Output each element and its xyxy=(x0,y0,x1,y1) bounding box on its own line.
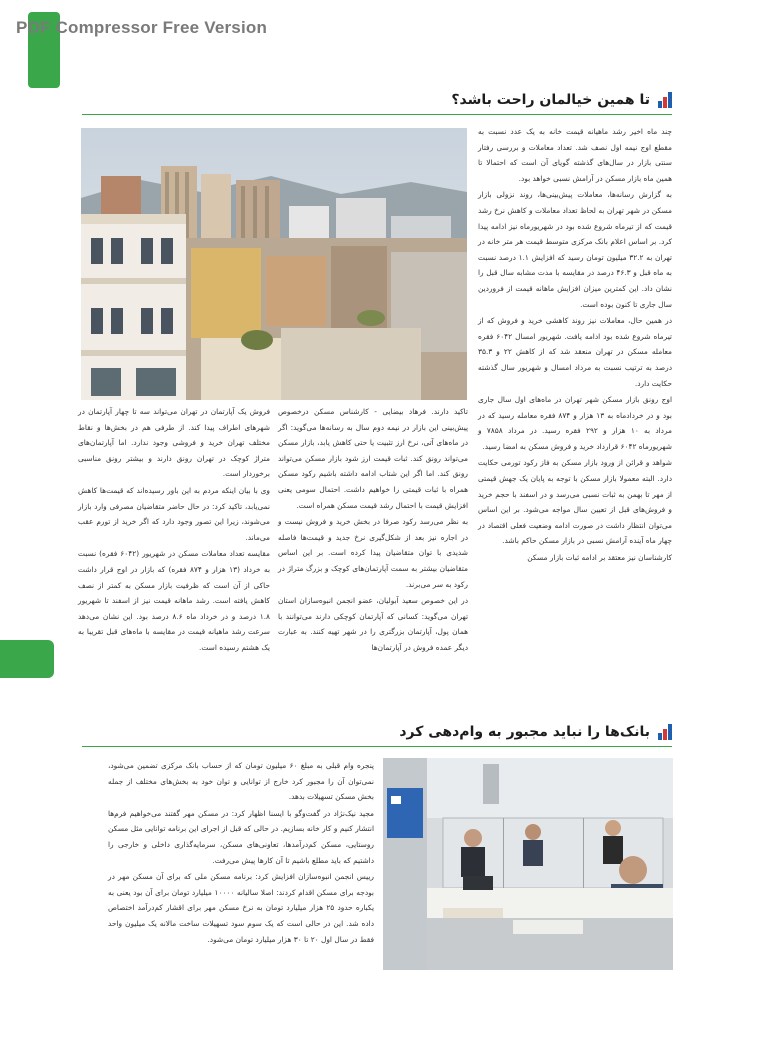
paragraph: تاکید دارند. فرهاد بیضایی - کارشناس مسکن درخصوص پیش‌بینی این بازار در نیمه دوم سال به رسانه‌ها می‌گوید: اگر در ماه‌های آتی، نرخ ارز تثبیت یا حتی کاهش یابد، بازار مسکن می‌تواند رونق کند. ثبات قیمت ارز شود بازار مسکن می‌تواند رونق کند. اما اگر این شتاب ادامه داشته باشیم رکود مسکن همراه با ثبات قیمتی را خواهیم داشت. احتمال سومی یعنی افزایش قیمت با احتمال رشد قیمت مسکن همراه است. xyxy=(278,407,468,510)
bar-chart-icon xyxy=(656,92,672,108)
section-heading-2 xyxy=(399,724,672,740)
paragraph: مقایسه تعداد معاملات مسکن در شهریور (۶۰۴۲ فقره) نسبت به خرداد (۱۳ هزار و ۸۷۴ فقره) که بازار در اوج قرار داشت حاکی از آن است که ظرفیت بازار مسکن به کمتر از نصف کاهش یافته است. رشد ماهانه قیمت نیز از اسفند تا شهریور ۱.۸ درصد و در خرداد ماه ۸.۶ درصد بود. این نشان می‌دهد سرعت رشد ماهیانه قیمت در مقایسه با ماه‌های قبل تقریبا به یک هشتم رسیده است. xyxy=(78,549,271,652)
paragraph: چند ماه اخیر رشد ماهیانه قیمت خانه به یک عدد نسبت به مقطع اوج نیمه اول نصف شد. تعداد معاملات و بررسی رفتار سنتی بازار در سال‌های گذشته گویای آن است که احتمالا تا همین ماه بازار مسکن در آرامش نسبی خواهد بود. xyxy=(478,127,672,183)
paragraph: در این خصوص سعید آبولیان، عضو انجمن انبوه‌سازان استان تهران می‌گوید: کسانی که آپارتمان کوچکی دارند می‌توانند با همان پول، آپارتمان بزرگتری را در شهر تهیه کنند. به عبارت دیگر عمده فروش در آپارتمان‌ها xyxy=(278,596,468,652)
section-heading-1 xyxy=(451,92,672,108)
bar-chart-icon xyxy=(656,724,672,740)
paragraph: شواهد و قرائن از ورود بازار مسکن به فاز رکود تورمی حکایت دارد. البته معمولا بازار مسکن با توجه به پایان یک جهش قیمتی از مهر تا بهمن به ثبات نسبی می‌رسد و در اسفند با حجم خرید و فروش‌های قبل از تعیین سال مواجه می‌شود. بر این اساس می‌توان انتظار داشت در صورت ادامه وضعیت فعلی اقتصاد در چهار ماه آینده آرامش نسبی در بازار مسکن حاکم باشد. xyxy=(478,458,672,546)
paragraph: در همین حال، معاملات نیز روند کاهشی خرید و فروش که از تیرماه شروع شده بود ادامه یافت. شهریور امسال ۶۰۴۲ فقره معامله مسکن در تهران منعقد شد که از کاهش ۲۲ و ۳۵.۳ درصد به ترتیب نسبت به مرداد امسال و شهریور سال گذشته حکایت دارد. xyxy=(478,316,672,388)
bank-photo xyxy=(383,758,673,970)
paragraph: پنجره وام قبلی به مبلغ ۶۰ میلیون تومان که از حساب بانک مرکزی تضمین می‌شود، نمی‌توان آن را مجبور کرد خارج از توانایی و توان خود به بخش‌های مختلف از جمله بخش مسکن تسهیلات بدهد. xyxy=(108,761,374,802)
city-photo xyxy=(81,128,467,400)
paragraph: به گزارش رسانه‌ها، معاملات پیش‌بینی‌ها، روند نزولی بازار مسکن در شهر تهران به لحاظ تعداد معاملات و کاهش نرخ رشد قیمت که از تیرماه شروع شده بود در شهریورماه نیز ادامه پیدا کرد. بر اساس اعلام بانک مرکزی متوسط قیمت هر متر خانه در تهران به ۳۲.۲ میلیون تومان رسید که افزایش ۱.۱ درصد نسبت به ماه قبل و ۴۶.۳ درصد در مقایسه با مدت مشابه سال قبل را نشان داد. این کمترین میزان افزایش ماهانه قیمت از فروردین سال جاری تا کنون بوده است. xyxy=(478,190,672,309)
article-column-left xyxy=(78,404,271,652)
page-number xyxy=(0,640,54,678)
paragraph: به نظر می‌رسد رکود صرفا در بخش خرید و فروش نیست و در اجاره نیز بعد از شکل‌گیری نرخ جدید و قیمت‌ها فاصله شدیدی با توان متقاضیان پیدا کرده است. بر این اساس متقاضیان بیشتر به سمت آپارتمان‌های کوچک و بزرگ متراژ در رکود به سر می‌برند. xyxy=(278,517,468,589)
divider xyxy=(82,114,672,115)
article-column-right xyxy=(478,124,672,642)
paragraph: کارشناسان نیز معتقد بر ادامه ثبات بازار مسکن xyxy=(527,553,672,563)
section-title: تا همین خیالمان راحت باشد؟ xyxy=(451,92,650,108)
paragraph: مجید نیک‌نژاد در گفت‌وگو با ایسنا اظهار کرد: در مسکن مهر گفتند می‌خواهیم فرم‌ها انتشار کنیم و کار خانه بسازیم. در حالی که قبل از اجرای این برنامه توانایی مثل مسکن روستایی، مسکن کم‌درآمدها، تعاونی‌های مسکن، سرمایه‌گذاری داخلی و خارجی را داشتیم که باید مطلع باشیم تا آن کارها پیش می‌رفت. xyxy=(108,808,374,865)
article-2-text xyxy=(108,758,374,972)
paragraph: وی با بیان اینکه مردم به این باور رسیده‌اند که قیمت‌ها کاهش نمی‌یابد، تاکید کرد: در حال حاضر متقاضیان مصرفی وارد بازار می‌شوند، زیرا این تصور وجود دارد که اگر خرید از تورم عقب می‌ماند. xyxy=(78,485,270,542)
paragraph: رییس انجمن انبوه‌سازان افزایش کرد: برنامه مسکن ملی که برای آن مسکن مهر در بودجه برای مسکن اقدام کردند: اصلا سالیانه ۱۰۰۰۰ میلیارد تومان برای آن بود یعنی به یکباره حدود ۲۵ هزار میلیارد تومان به نرخ مسکن مهر برای اقشار کم‌درآمد اختصاص داده شد. این در حالی است که یک سوم سود تسهیلات ساخت مالانه یک میلیون واحد فقط در سال اول ۲۰ تا ۳۰ هزار میلیارد تومان می‌شود. xyxy=(108,872,374,944)
article-column-middle xyxy=(278,404,468,652)
paragraph: اوج رونق بازار مسکن شهر تهران در ماه‌های اول سال جاری بود و در خردادماه به ۱۳ هزار و ۸۷۴ فقره معامله رسید که در مرداد به ۱۰ هزار و ۲۹۲ فقره رسید. در مرداد ۷۸۵۸ و شهریورماه ۶۰۴۲ قرارداد خرید و فروش مسکن به امضا رسید. xyxy=(478,395,672,451)
watermark: PDF Compressor Free Version xyxy=(16,18,268,37)
section-title: بانک‌ها را نباید مجبور به وام‌دهی کرد xyxy=(399,724,650,740)
divider xyxy=(82,746,672,747)
paragraph: فروش یک آپارتمان در تهران می‌تواند سه تا چهار آپارتمان در شهرهای اطراف پیدا کند. از طرفی هم در بخش‌ها و نقاط مختلف تهران خرید و فروشی وجود ندارد. اما آپارتمان‌های متراژ کوچک در تهران رونق دارند و بیشتر رونق مناسبی برخوردار است. xyxy=(78,407,270,479)
